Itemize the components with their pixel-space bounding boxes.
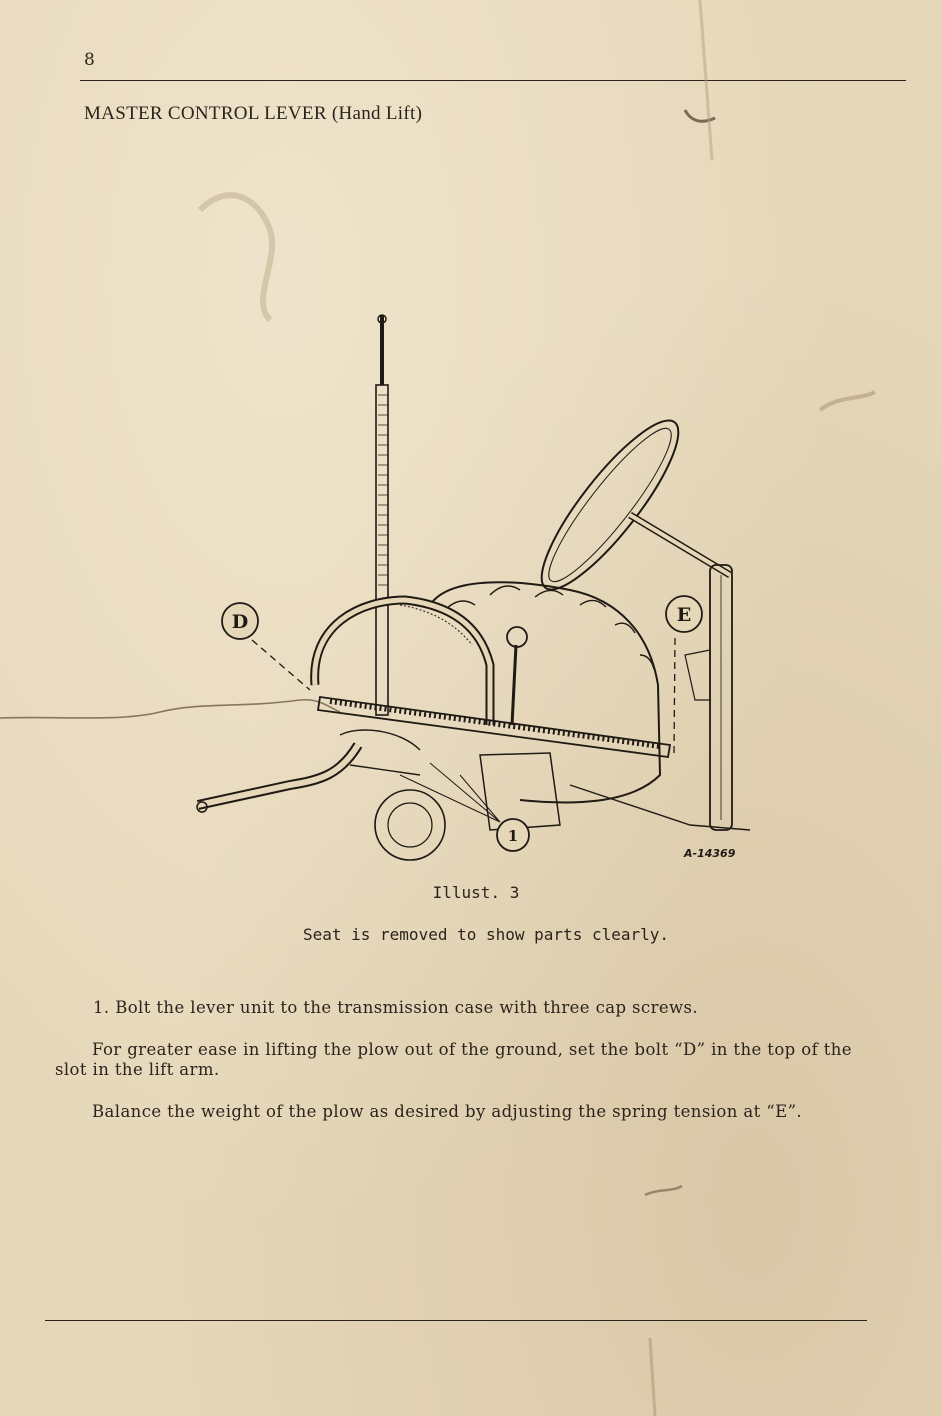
- instruction-spring-e: Balance the weight of the plow as desired by adjusting the spring tension at “E”.: [92, 1102, 803, 1121]
- header-rule: [80, 80, 906, 81]
- page-number: 8: [84, 50, 95, 70]
- instruction-bolt-d: For greater ease in lifting the plow out of the ground, set the bolt “D” in the top of the slot in the lift arm.: [55, 1040, 852, 1079]
- drawing-number: A-14369: [684, 847, 736, 860]
- instruction-step-1: 1. Bolt the lever unit to the transmission case with three cap screws.: [93, 998, 699, 1017]
- callout-d-label: D: [231, 611, 249, 633]
- callout-1-label: 1: [507, 827, 519, 845]
- section-title: MASTER CONTROL LEVER (Hand Lift): [84, 103, 423, 124]
- callout-e-label: E: [676, 604, 692, 626]
- master-control-lever-illustration: [190, 305, 780, 865]
- footer-rule: [45, 1320, 867, 1321]
- illustration-label: Illust. 3: [432, 883, 520, 902]
- illustration-caption: Seat is removed to show parts clearly.: [302, 925, 670, 944]
